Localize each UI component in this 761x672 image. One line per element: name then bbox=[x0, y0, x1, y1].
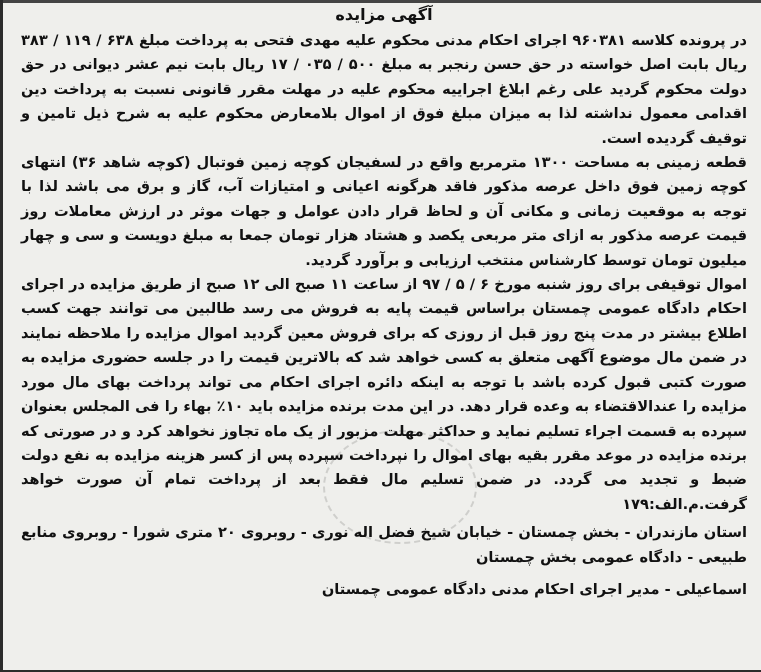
top-border-rule bbox=[3, 0, 761, 3]
paragraph-property-description: قطعه زمینی به مساحت ۱۳۰۰ مترمربع واقع در لسفیجان کوچه زمین فوتبال (کوچه شاهد ۳۶) انتهای کوچه زمین فوق داخل عرصه مذکور فاقد هرگونه اعیانی و امتیازات آب، گاز و برق می باشد لذا با توجه به موقعیت زمانی و مکانی آن و لحاظ قرار دادن عوامل و جهات موثر در ارزش معاملات روز قیمت عرصه مذکور به ازای متر مربعی یکصد و هشتاد هزار تومان جمعا به مبلغ دویست و سی و چهار میلیون تومان توسط کارشناس منتخب ارزیابی و برآورد گردید. bbox=[21, 154, 747, 269]
notice-title: آگهی مزایده bbox=[335, 5, 433, 24]
signature-line: اسماعیلی - مدیر اجرای احکام مدنی دادگاه عمومی چمستان bbox=[321, 580, 747, 598]
paragraph-auction-terms: اموال توقیفی برای روز شنبه مورخ ۶ / ۵ / ۹۷ از ساعت ۱۱ صبح الی ۱۲ صبح از طریق مزایده در اجرای احکام دادگاه عمومی چمستان براساس قیمت پایه به فروش می رسد طالبین می توانند جهت کسب اطلاع بیشتر در مدت پنج روز قبل از روزی که برای فروش معین گردید اموال مزایده را ملاحظه نمایند در ضمن مال موضوع آگهی متعلق به کسی خواهد شد که بالاترین قیمت را در جلسه حضوری مزایده به صورت کتبی قبول کرده باشد با توجه به اینکه دائره اجرای احکام می تواند پرداخت بهای مال مورد مزایده را عندالاقتضاء به وعده قرار دهد. در این مدت برنده مزایده باید ۱۰٪ بهاء را فی المجلس بعنوان سپرده به قسمت اجراء تسلیم نماید و حداکثر مهلت مزبور از یک ماه تجاوز نخواهد کرد و در صورتی که برنده مزایده در موعد مقرر بقیه بهای اموال را نپرداخت سپرده پس از کسر هزینه مزایده به نفع دولت ضبط و تجدید می گردد. در ضمن تسلیم مال فقط بعد از پرداخت تمام آن صورت خواهد گرفت.م.الف:۱۷۹ bbox=[21, 276, 747, 513]
court-address: استان مازندران - بخش چمستان - خیابان شیخ فضل اله نوری - روبروی ۲۰ متری شورا - روبروی منابع طبیعی - دادگاه عمومی بخش چمستان bbox=[21, 524, 747, 566]
notice-body bbox=[21, 4, 747, 666]
paragraph-case-details: در پرونده کلاسه ۹۶۰۳۸۱ اجرای احکام مدنی محکوم علیه مهدی فتحی به پرداخت مبلغ ۶۳۸ / ۱۱۹ / ۳۸۳ ریال بابت اصل خواسته در حق حسن رنجبر به مبلغ ۵۰۰ / ۰۳۵ / ۱۷ ریال بابت نیم عشر دیوانی در حق دولت محکوم گردید علی رغم ابلاغ اجراییه محکوم علیه در مهلت مقرر قانونی نسبت به پرداخت دین اقدامی معمول نداشته لذا به میزان مبلغ فوق از اموال بلامعارض محکوم علیه به شرح ذیل تامین و توقیف گردیده است. bbox=[21, 32, 747, 147]
